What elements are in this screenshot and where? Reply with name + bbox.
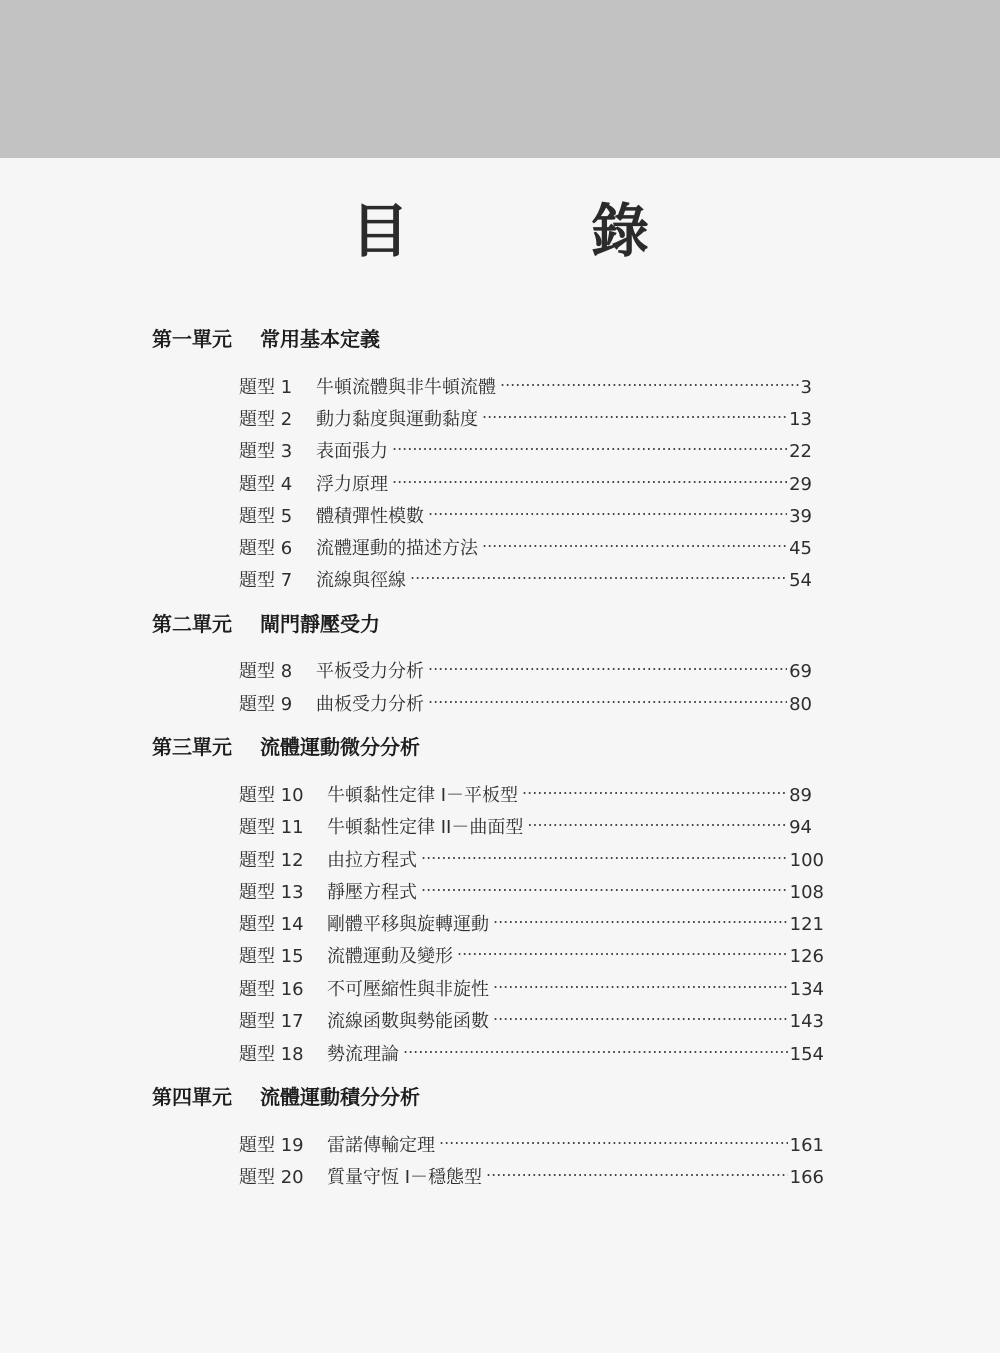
- page-number: 154: [789, 1044, 824, 1065]
- unit-label: 第三單元: [152, 735, 232, 759]
- dot-leader: [392, 433, 787, 457]
- toc-entry[interactable]: [239, 433, 812, 462]
- dot-leader: [421, 874, 788, 898]
- dot-leader: [392, 466, 787, 490]
- page-number: 121: [789, 914, 824, 935]
- toc-entry[interactable]: [239, 809, 812, 838]
- toc-entry[interactable]: [239, 498, 812, 527]
- topic-title: 牛頓黏性定律 I－平板型: [327, 785, 519, 806]
- toc-entry[interactable]: [239, 906, 824, 935]
- dot-leader: [493, 971, 788, 995]
- topic-title: 流體運動的描述方法: [316, 538, 478, 559]
- topic-number: 題型 14: [239, 914, 304, 935]
- topic-number: 題型 19: [239, 1135, 304, 1156]
- dot-leader: [428, 686, 787, 710]
- unit-name: 常用基本定義: [260, 327, 380, 351]
- topic-number: 題型 18: [239, 1044, 304, 1065]
- page-number: 29: [789, 474, 812, 495]
- topic-title: 體積彈性模數: [316, 506, 424, 527]
- unit-heading-4: [152, 1084, 420, 1110]
- topic-number: 題型 11: [239, 817, 304, 838]
- toc-entry[interactable]: [239, 530, 812, 559]
- topic-title: 剛體平移與旋轉運動: [327, 914, 489, 935]
- topic-title: 曲板受力分析: [316, 694, 424, 715]
- dot-leader: [522, 777, 787, 801]
- toc-entry[interactable]: [239, 1159, 824, 1188]
- toc-entry[interactable]: [239, 686, 812, 715]
- toc-entry[interactable]: [239, 562, 812, 591]
- toc-entry[interactable]: [239, 874, 824, 903]
- topic-title: 由拉方程式: [327, 850, 417, 871]
- dot-leader: [493, 1003, 788, 1027]
- topic-number: 題型 8: [239, 661, 293, 682]
- dot-leader: [421, 842, 788, 866]
- topic-title: 流體運動及變形: [327, 946, 453, 967]
- page-number: 69: [789, 661, 812, 682]
- page-number: 22: [789, 441, 812, 462]
- page-number: 89: [789, 785, 812, 806]
- topic-title: 牛頓黏性定律 II－曲面型: [327, 817, 524, 838]
- topic-title: 靜壓方程式: [327, 882, 417, 903]
- toc-entry[interactable]: [239, 777, 812, 806]
- page-number: 80: [789, 694, 812, 715]
- topic-number: 題型 17: [239, 1011, 304, 1032]
- dot-leader: [482, 530, 787, 554]
- page-number: 39: [789, 506, 812, 527]
- dot-leader: [493, 906, 788, 930]
- unit-heading-1: [152, 326, 380, 352]
- toc-entry[interactable]: [239, 369, 812, 398]
- unit-name: 閘門靜壓受力: [260, 612, 380, 636]
- page-number: 166: [789, 1167, 824, 1188]
- header-band: [0, 0, 1000, 158]
- page-number: 108: [789, 882, 824, 903]
- dot-leader: [428, 498, 787, 522]
- topic-number: 題型 12: [239, 850, 304, 871]
- topic-number: 題型 13: [239, 882, 304, 903]
- unit-heading-2: [152, 611, 380, 637]
- topic-number: 題型 1: [239, 377, 293, 398]
- toc-entry[interactable]: [239, 842, 824, 871]
- unit-heading-3: [152, 734, 420, 760]
- dot-leader: [527, 809, 787, 833]
- dot-leader: [482, 401, 787, 425]
- topic-number: 題型 6: [239, 538, 293, 559]
- topic-title: 牛頓流體與非牛頓流體: [316, 377, 496, 398]
- topic-number: 題型 5: [239, 506, 293, 527]
- topic-title: 不可壓縮性與非旋性: [327, 979, 489, 1000]
- dot-leader: [457, 938, 788, 962]
- toc-entry[interactable]: [239, 401, 812, 430]
- topic-number: 題型 4: [239, 474, 293, 495]
- page-number: 13: [789, 409, 812, 430]
- page-number: 3: [800, 377, 812, 398]
- topic-title: 浮力原理: [316, 474, 388, 495]
- dot-leader: [486, 1159, 788, 1183]
- topic-title: 流線與徑線: [316, 570, 406, 591]
- topic-number: 題型 20: [239, 1167, 304, 1188]
- unit-label: 第二單元: [152, 612, 232, 636]
- topic-number: 題型 15: [239, 946, 304, 967]
- page-number: 54: [789, 570, 812, 591]
- page-number: 126: [789, 946, 824, 967]
- topic-number: 題型 10: [239, 785, 304, 806]
- topic-title: 雷諾傳輸定理: [327, 1135, 435, 1156]
- toc-entry[interactable]: [239, 938, 824, 967]
- page-number: 161: [789, 1135, 824, 1156]
- topic-number: 題型 2: [239, 409, 293, 430]
- dot-leader: [428, 653, 787, 677]
- dot-leader: [500, 369, 799, 393]
- topic-number: 題型 16: [239, 979, 304, 1000]
- toc-entry[interactable]: [239, 1003, 824, 1032]
- unit-name: 流體運動微分分析: [260, 735, 420, 759]
- toc-entry[interactable]: [239, 653, 812, 682]
- unit-label: 第四單元: [152, 1085, 232, 1109]
- page-number: 45: [789, 538, 812, 559]
- dot-leader: [403, 1036, 788, 1060]
- page-number: 94: [789, 817, 812, 838]
- page-number: 143: [789, 1011, 824, 1032]
- topic-title: 表面張力: [316, 441, 388, 462]
- toc-entry[interactable]: [239, 971, 824, 1000]
- topic-title: 動力黏度與運動黏度: [316, 409, 478, 430]
- topic-number: 題型 3: [239, 441, 293, 462]
- topic-title: 流線函數與勢能函數: [327, 1011, 489, 1032]
- toc-entry[interactable]: [239, 1036, 824, 1065]
- unit-label: 第一單元: [152, 327, 232, 351]
- topic-title: 平板受力分析: [316, 661, 424, 682]
- toc-entry[interactable]: [239, 1127, 824, 1156]
- dot-leader: [439, 1127, 788, 1151]
- page-number: 134: [789, 979, 824, 1000]
- page-number: 100: [789, 850, 824, 871]
- dot-leader: [410, 562, 787, 586]
- unit-name: 流體運動積分分析: [260, 1085, 420, 1109]
- page-title: 目 錄: [350, 197, 711, 265]
- topic-number: 題型 9: [239, 694, 293, 715]
- topic-title: 質量守恆 I－穩態型: [327, 1167, 483, 1188]
- toc-entry[interactable]: [239, 466, 812, 495]
- topic-number: 題型 7: [239, 570, 293, 591]
- topic-title: 勢流理論: [327, 1044, 399, 1065]
